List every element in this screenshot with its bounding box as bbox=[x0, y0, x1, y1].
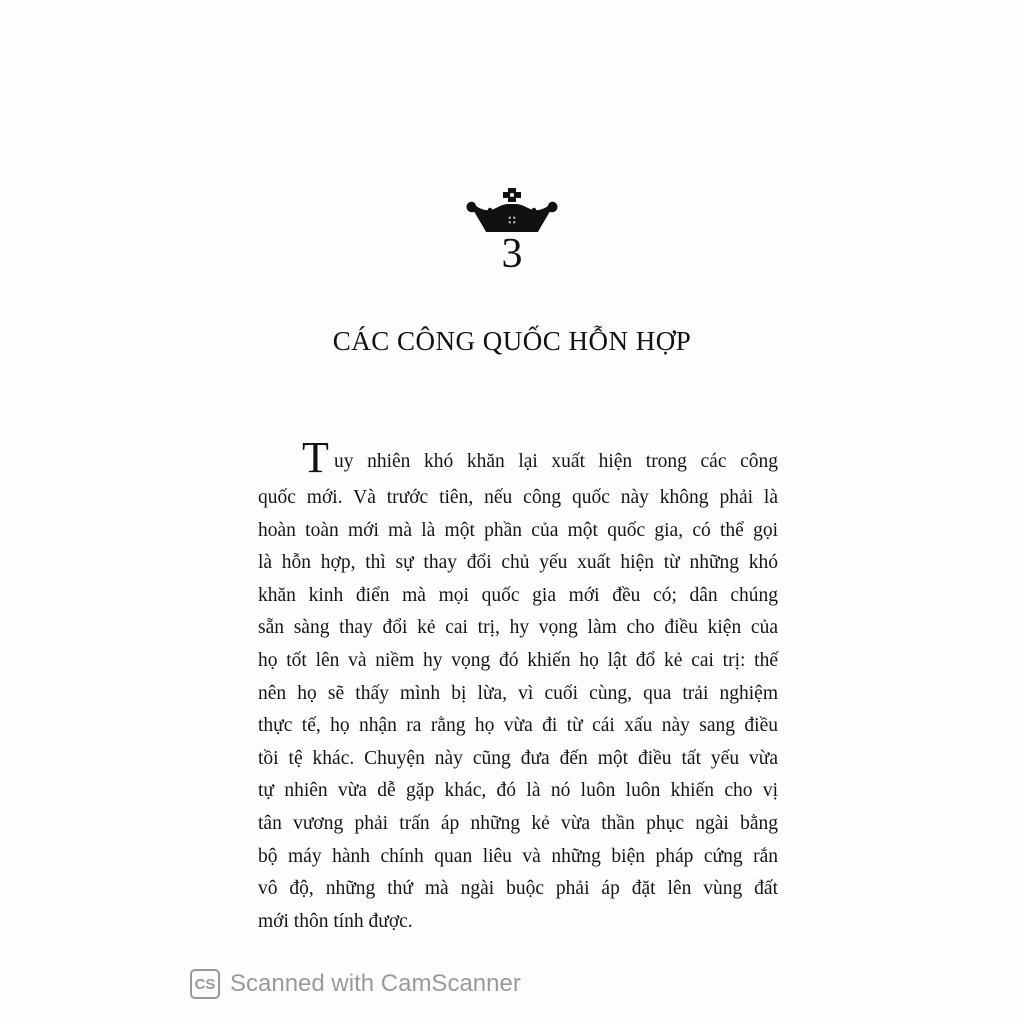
chapter-number: 3 bbox=[501, 231, 523, 277]
body-line: vô độ, những thứ mà ngài buộc phải áp đặt lên vùng đất bbox=[258, 878, 778, 900]
body-line-last: mới thôn tính được. bbox=[258, 910, 413, 932]
body-line: sẵn sàng thay đổi kẻ cai trị, hy vọng làm cho điều kiện của bbox=[258, 617, 778, 639]
body-line: bộ máy hành chính quan liêu và những biện pháp cứng rắn bbox=[258, 845, 778, 867]
drop-cap: T bbox=[302, 433, 329, 482]
camscanner-logo-icon: CS bbox=[190, 969, 220, 999]
body-line: quốc mới. Và trước tiên, nếu công quốc này không phải là bbox=[258, 487, 778, 508]
body-line: khăn kinh điển mà mọi quốc gia mới đều có; dân chúng bbox=[258, 584, 778, 606]
body-line: hoàn toàn mới mà là một phần của một quốc gia, có thể gọi bbox=[258, 519, 778, 541]
chapter-title: CÁC CÔNG QUỐC HỖN HỢP bbox=[332, 326, 692, 356]
body-line: tự nhiên vừa dễ gặp khác, đó là nó luôn luôn khiến cho vị bbox=[258, 780, 778, 802]
body-line: tân vương phải trấn áp những kẻ vừa thần phục ngài bằng bbox=[258, 812, 778, 834]
body-line: nên họ sẽ thấy mình bị lừa, vì cuối cùng, qua trải nghiệm bbox=[258, 682, 778, 704]
watermark-text: Scanned with CamScanner bbox=[230, 970, 521, 997]
body-line: họ tốt lên và niềm hy vọng đó khiến họ lật đổ kẻ cai trị: thế bbox=[258, 649, 778, 671]
body-line-1 bbox=[258, 433, 778, 482]
chapter-body bbox=[258, 433, 778, 938]
crown-ornament-svg bbox=[462, 186, 562, 236]
body-line: thực tế, họ nhận ra rằng họ vừa đi từ cái xấu này sang điều bbox=[258, 715, 778, 737]
body-line-1-text: uy nhiên khó khăn lại xuất hiện trong các công bbox=[334, 451, 778, 472]
body-line: là hỗn hợp, thì sự thay đổi chủ yếu xuất hiện từ những khó bbox=[258, 552, 778, 574]
camscanner-watermark bbox=[190, 966, 521, 1002]
body-line: tồi tệ khác. Chuyện này cũng đưa đến một điều tất yếu vừa bbox=[258, 747, 778, 769]
